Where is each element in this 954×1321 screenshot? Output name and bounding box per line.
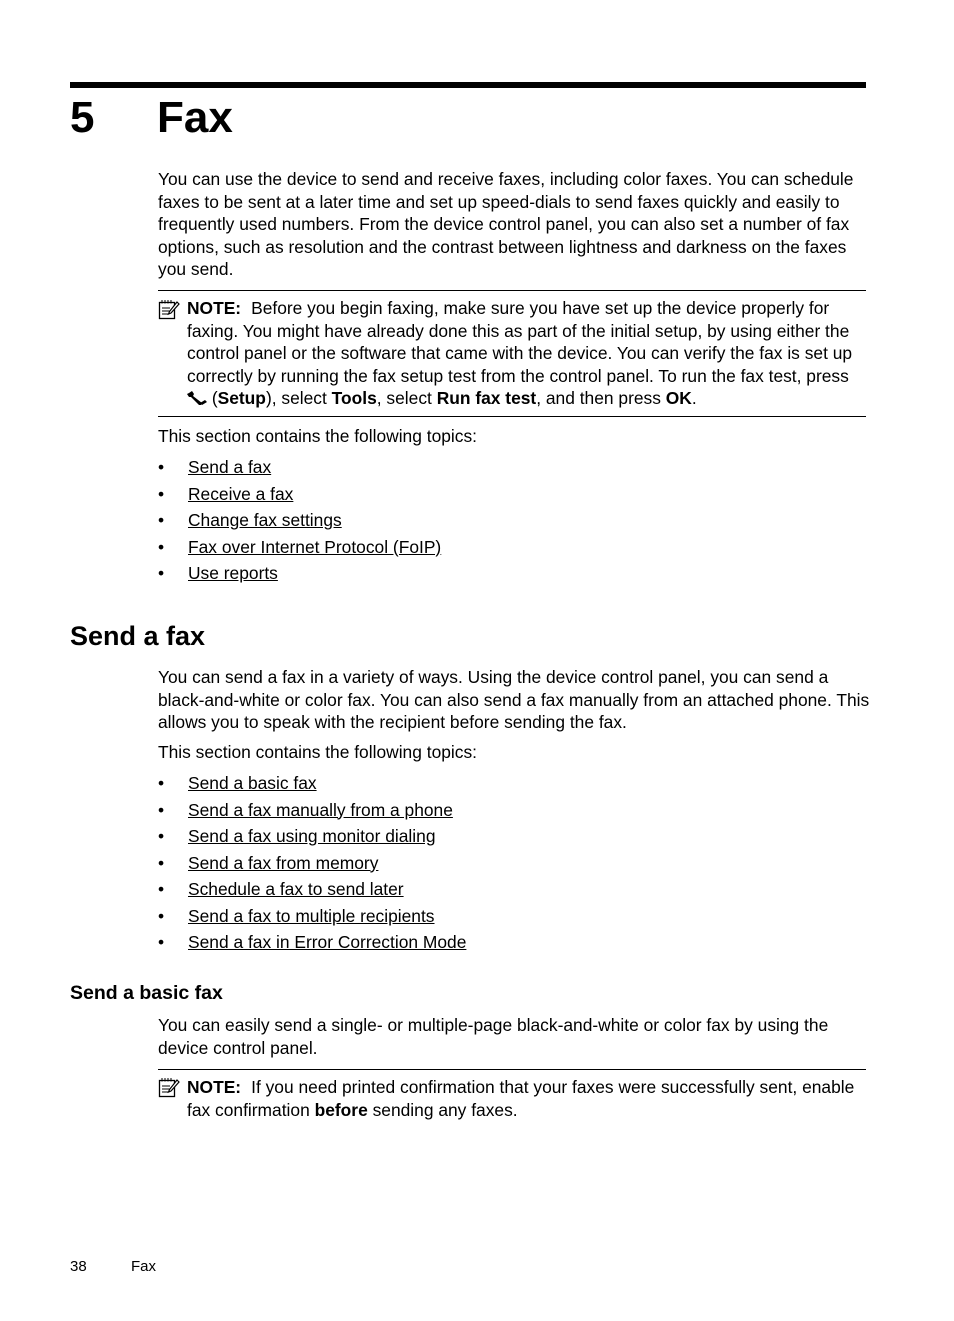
page-number: 38 xyxy=(70,1258,87,1275)
run-fax-test-label: Run fax test xyxy=(436,388,537,408)
wrench-icon xyxy=(187,390,207,406)
subsection-heading-send-basic-fax: Send a basic fax xyxy=(70,982,223,1004)
link-send-a-fax[interactable]: Send a fax xyxy=(188,457,272,477)
chapter-top-rule xyxy=(70,82,866,88)
link-foip[interactable]: Fax over Internet Protocol (FoIP) xyxy=(188,536,442,557)
note-label: NOTE: xyxy=(187,1077,242,1097)
link-send-fax-manually[interactable]: Send a fax manually from a phone xyxy=(188,799,453,820)
note-top-rule xyxy=(158,290,866,291)
link-change-fax-settings[interactable]: Change fax settings xyxy=(188,510,342,530)
note-top-rule xyxy=(158,1069,866,1070)
tools-label: Tools xyxy=(331,388,377,408)
note-bottom-rule xyxy=(158,416,866,417)
intro-paragraph: You can use the device to send and receive faxes, including color faxes. You can schedule faxes to be sent at a later time and set up speed-dials to send faxes quickly and easily to frequently used numbers. From the device control panel, you can also set a number of fax options, such as resolution and the contrast between lightness and darkness on the faxes you send. xyxy=(158,169,854,279)
link-monitor-dialing[interactable]: Send a fax using monitor dialing xyxy=(188,826,436,846)
chapter-title: Fax xyxy=(157,93,233,142)
note-icon xyxy=(158,1077,180,1099)
ok-label: OK xyxy=(665,388,692,408)
footer-chapter-title: Fax xyxy=(131,1258,157,1275)
link-receive-a-fax[interactable]: Receive a fax xyxy=(188,483,294,504)
section-heading-send-a-fax: Send a fax xyxy=(70,621,206,651)
link-send-basic-fax[interactable]: Send a basic fax xyxy=(188,773,317,793)
note-icon xyxy=(158,299,180,321)
chapter-number: 5 xyxy=(70,93,95,142)
send-fax-topics-intro: This section contains the following topics: xyxy=(158,742,477,762)
note-fax-confirmation: NOTE: If you need printed confirmation that your faxes were successfully sent, enable fax confirmation before sending any faxes. xyxy=(187,1077,855,1120)
link-schedule-fax[interactable]: Schedule a fax to send later xyxy=(188,879,404,899)
note-label: NOTE: xyxy=(187,298,242,318)
before-emphasis: before xyxy=(314,1099,368,1120)
topics-intro: This section contains the following topics: xyxy=(158,426,477,446)
link-fax-from-memory[interactable]: Send a fax from memory xyxy=(188,852,379,873)
link-use-reports[interactable]: Use reports xyxy=(188,563,278,583)
link-error-correction-mode[interactable]: Send a fax in Error Correction Mode xyxy=(188,932,467,952)
send-fax-paragraph: You can send a fax in a variety of ways. Using the device control panel, you can send a black-and-white or color fax. You can also send a fax manually from an attached phone. This allows you to speak with the recipient before sending the fax. xyxy=(158,667,870,732)
link-multiple-recipients[interactable]: Send a fax to multiple recipients xyxy=(188,905,435,926)
note-setup-test: NOTE: Before you begin faxing, make sure you have set up the device properly for faxing. You might have already done this as part of the initial setup, by using either the control panel or the software that came with the device. You can verify the fax is set up correctly by running the fax setup test from the control panel. To run the fax test, press (Setup), select Tools, select Run fax test, and then press OK. xyxy=(187,298,853,408)
send-basic-fax-paragraph: You can easily send a single- or multiple-page black-and-white or color fax by using the device control panel. xyxy=(158,1015,829,1058)
setup-label: Setup xyxy=(217,388,266,408)
